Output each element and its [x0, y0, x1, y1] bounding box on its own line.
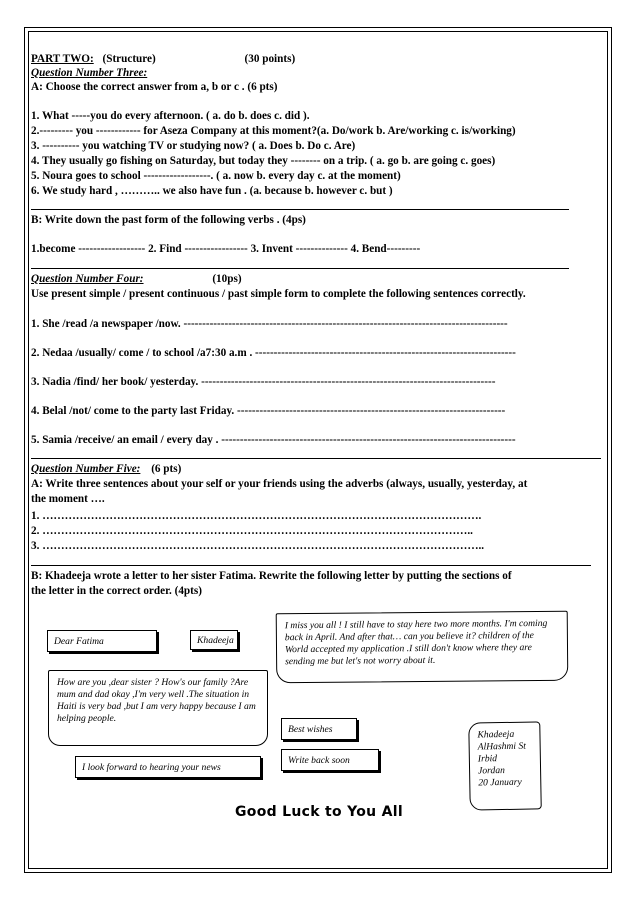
q5-b-line-2: the letter in the correct order. (4pts) — [31, 585, 202, 597]
q5-answer-line-2: 2. …………………………………………………………………………………………………….. — [31, 525, 473, 537]
q4-item-5: 5. Samia /receive/ an email / every day . ------------------------------------------------------------------------------- — [31, 434, 516, 446]
q3-item-1: 1. What -----you do every afternoon. ( a. do b. does c. did ). — [31, 110, 310, 122]
address-line: AlHashmi St — [477, 740, 527, 753]
part-header — [31, 53, 295, 66]
q4-header — [31, 273, 242, 286]
letter-address-box — [468, 721, 542, 810]
q5-points: (6 pts) — [151, 463, 182, 475]
q4-item-2: 2. Nedaa /usually/ come / to school /a7:30 a.m . ---------------------------------------------------------------------- — [31, 347, 516, 359]
letter-body-1-box: How are you ,dear sister ? How's our family ?Are mum and dad okay ,I'm very well .The situation in Haiti is very bad ,but I am very happy because I am helping people. — [48, 670, 268, 746]
part-name: (Structure) — [102, 53, 156, 65]
q4-points: (10ps) — [212, 273, 242, 285]
address-line: Irbid — [477, 753, 498, 765]
q4-item-4: 4. Belal /not/ come to the party last Friday. ------------------------------------------------------------------------ — [31, 405, 506, 417]
q5-a-line-2: the moment …. — [31, 493, 105, 505]
q5-heading: Question Number Five: — [31, 463, 141, 475]
divider — [31, 268, 569, 269]
q5-header — [31, 463, 181, 476]
divider — [31, 565, 591, 566]
q4-item-1: 1. She /read /a newspaper /now. --------------------------------------------------------------------------------------- — [31, 318, 508, 330]
letter-signature-box: Khadeeja — [190, 630, 238, 650]
q3-item-3: 3. ---------- you watching TV or studying now? ( a. Does b. Do c. Are) — [31, 140, 356, 152]
divider — [31, 209, 569, 210]
letter-write-back-box: Write back soon — [281, 749, 379, 771]
letter-look-forward-box: I look forward to hearing your news — [75, 756, 261, 778]
q5-b-line-1: B: Khadeeja wrote a letter to her sister Fatima. Rewrite the following letter by putting the sections of — [31, 570, 512, 582]
divider — [31, 458, 601, 459]
q3-item-2: 2.--------- you ------------ for Aseza Company at this moment?(a. Do/work b. Are/working c. is/working) — [31, 125, 516, 137]
q3-b-instruction: B: Write down the past form of the following verbs . (4ps) — [31, 214, 306, 226]
q5-a-line-1: A: Write three sentences about your self or your friends using the adverbs (always, usually, yesterday, at — [31, 478, 528, 490]
address-line: Jordan — [477, 765, 506, 777]
q3-item-6: 6. We study hard , ……….. we also have fun . (a. because b. however c. but ) — [31, 185, 393, 197]
address-line: 20 January — [478, 776, 522, 789]
part-label: PART TWO: — [31, 53, 94, 65]
q4-heading: Question Number Four: — [31, 273, 144, 285]
letter-body-2-box: I miss you all ! I still have to stay here two more months. I'm coming back in April. And after that… can you believe it? children of the World accepted my application .I still don't know where they are sending me but let's not worry about it. — [276, 611, 569, 684]
q3-item-5: 5. Noura goes to school ------------------. ( a. now b. every day c. at the moment) — [31, 170, 401, 182]
part-points: (30 points) — [244, 53, 296, 65]
q5-answer-line-3: 3. ……………………………………………………………………………………………………….. — [31, 540, 485, 552]
letter-closing-box: Best wishes — [281, 718, 357, 740]
q3-b-items: 1.become ------------------ 2. Find ----------------- 3. Invent -------------- 4. Bend--------- — [31, 243, 421, 255]
q3-a-instruction: A: Choose the correct answer from a, b or c . (6 pts) — [31, 81, 278, 93]
q4-item-3: 3. Nadia /find/ her book/ yesterday. ------------------------------------------------------------------------------- — [31, 376, 496, 388]
address-line: Khadeeja — [477, 728, 515, 741]
q3-heading: Question Number Three: — [31, 67, 148, 79]
letter-greeting-box: Dear Fatima — [47, 630, 157, 652]
footer-good-luck: Good Luck to You All — [235, 804, 403, 820]
q5-answer-line-1: 1. ………………………………………………………………………………………………………. — [31, 510, 482, 522]
q4-instruction: Use present simple / present continuous / past simple form to complete the following sentences correctly. — [31, 288, 526, 300]
q3-item-4: 4. They usually go fishing on Saturday, but today they -------- on a trip. ( a. go b. are going c. goes) — [31, 155, 496, 167]
